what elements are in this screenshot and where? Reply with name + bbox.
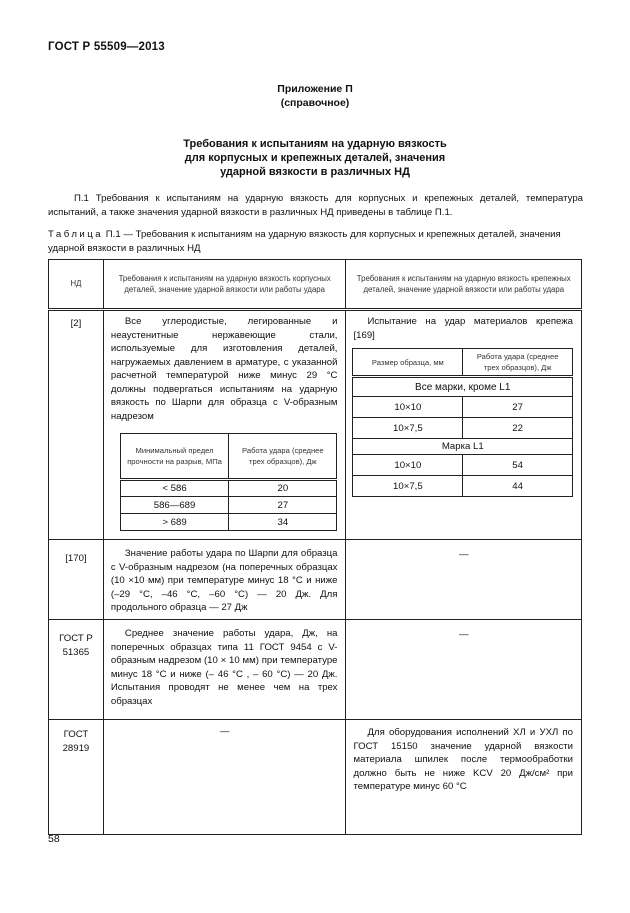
row-body-text: Среднее значение работы удара, Дж, на поперечных образцах типа 11 ГОСТ 9454 с V-образным надрезом (10 × 10 мм) при температуре минус 18 °С и ниже (– 46 °С , – 60 °С) — 20 Дж. Испытания проводят не менее чем на трех образцах [110, 628, 338, 707]
inner-row [120, 497, 337, 514]
inner-row [120, 514, 337, 531]
row-fastener-text: Испытание на удар материалов крепежа [169] [353, 316, 573, 341]
header-fasteners: Требования к испытаниям на ударную вязкость крепежных деталей, значение ударной вязкости или работы удара [346, 260, 582, 310]
table-caption [48, 228, 583, 256]
strength-impact-table [120, 433, 338, 531]
table-row [49, 720, 582, 835]
section-title-line-2: для корпусных и крепежных деталей, значения [184, 152, 446, 164]
inner-row [353, 476, 573, 497]
inner-row [353, 455, 573, 476]
inner-cell: 10×7,5 [353, 476, 463, 497]
row-nd: [2] [49, 310, 104, 540]
requirements-table [48, 259, 582, 835]
inner-cell: < 586 [120, 480, 228, 497]
row-body-cell [103, 540, 346, 620]
row-fastener-text: Для оборудования исполнений ХЛ и УХЛ по ГОСТ 15150 значение ударной вязкости материала шпилек после термообработки должно быть не ниже KCV 20 Дж/см² при температуре минус 60 °С [353, 727, 573, 792]
row-body-text: Все углеродистые, легированные и неаустенитные нержавеющие стали, используемые для изготовления деталей, нагружаемых давлением в арматуре, с указанной расчетной температурой ниже минус 29 °С должны подвергаться испытаниям на ударную вязкость по Шарпи для образца с V-образным надрезом [110, 316, 338, 422]
table-caption-label: Таблица [48, 229, 104, 240]
inner-cell: 44 [463, 476, 573, 497]
row-fastener-cell [346, 720, 582, 835]
inner-cell: 27 [463, 397, 573, 418]
inner-header-row [353, 349, 573, 377]
appendix-title: Приложение П [277, 83, 353, 95]
inner-cell: 20 [229, 480, 337, 497]
inner-row [353, 418, 573, 439]
inner-cell: 586—689 [120, 497, 228, 514]
inner-row [353, 397, 573, 418]
table-row [49, 310, 582, 540]
row-body-cell [103, 720, 346, 835]
inner-cell: 22 [463, 418, 573, 439]
row-nd: ГОСТ 28919 [49, 720, 104, 835]
row-nd: ГОСТ Р 51365 [49, 620, 104, 720]
inner-cell: > 689 [120, 514, 228, 531]
group-label: Все марки, кроме L1 [353, 377, 573, 397]
document-code: ГОСТ Р 55509—2013 [48, 41, 165, 53]
table-row [49, 540, 582, 620]
inner-group-row [353, 377, 573, 397]
inner-cell: 34 [229, 514, 337, 531]
row-fastener-cell [346, 310, 582, 540]
table-caption-text: П.1 — Требования к испытаниям на ударную вязкость для корпусных и крепежных деталей, значения ударной вязкости в различных НД [48, 229, 561, 254]
fastener-impact-table [352, 348, 573, 497]
inner-header-impact: Работа удара (среднее трех образцов), Дж [463, 349, 573, 377]
row-fastener-text: — [458, 549, 469, 560]
header-body-parts: Требования к испытаниям на ударную вязкость корпусных деталей, значение ударной вязкости или работы удара [103, 260, 346, 310]
inner-cell: 27 [229, 497, 337, 514]
header-nd: НД [49, 260, 104, 310]
page-number: 58 [48, 833, 60, 845]
inner-cell: 10×10 [353, 455, 463, 476]
group-label: Марка L1 [353, 439, 573, 455]
inner-group-row [353, 439, 573, 455]
inner-header-row [120, 434, 337, 480]
table-header-row [49, 260, 582, 310]
table-row [49, 620, 582, 720]
inner-cell: 10×10 [353, 397, 463, 418]
intro-paragraph: П.1 Требования к испытаниям на ударную вязкость для корпусных и крепежных деталей, температура испытаний, а также значения ударной вязкости в различных НД приведены в таблице П.1. [48, 193, 583, 218]
section-title-line-1: Требования к испытаниям на ударную вязкость [183, 138, 447, 150]
inner-row [120, 480, 337, 497]
row-fastener-text: — [458, 629, 469, 640]
row-body-text: — [219, 726, 230, 737]
inner-cell: 54 [463, 455, 573, 476]
inner-header-size: Размер образца, мм [353, 349, 463, 377]
row-body-cell [103, 620, 346, 720]
row-fastener-cell [346, 540, 582, 620]
row-body-cell [103, 310, 346, 540]
appendix-subtitle: (справочное) [280, 97, 350, 109]
inner-header-strength: Минимальный предел прочности на разрыв, МПа [120, 434, 228, 480]
inner-cell: 10×7,5 [353, 418, 463, 439]
row-fastener-cell [346, 620, 582, 720]
row-nd: [170] [49, 540, 104, 620]
section-title-line-3: ударной вязкости в различных НД [220, 166, 410, 178]
inner-header-impact: Работа удара (среднее трех образцов), Дж [229, 434, 337, 480]
row-body-text: Значение работы удара по Шарпи для образца с V-образным надрезом (на поперечных образцах (10 ×10 мм) при температуре минус 18 °С и ниже (–29 °С, –46 °С, –60 °С) — 20 Дж. Для продольного образца — 27 Дж [110, 548, 338, 613]
